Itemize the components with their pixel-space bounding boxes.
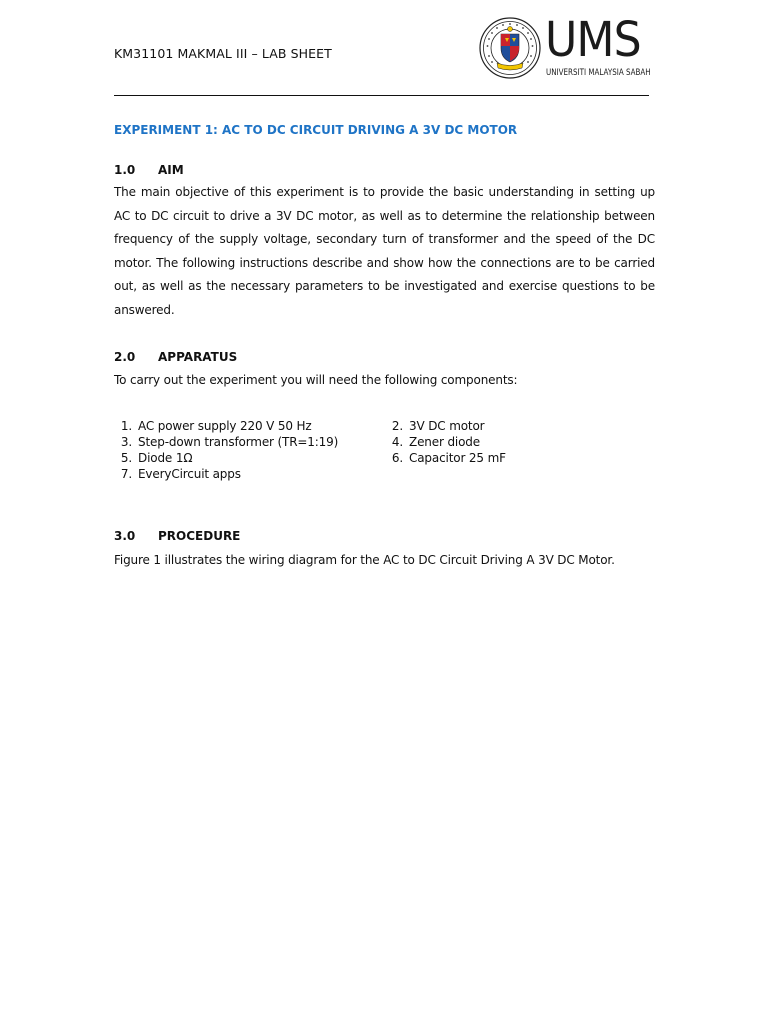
list-item: 2. 3V DC motor [391, 419, 485, 433]
section-title: PROCEDURE [158, 529, 241, 543]
section-heading-aim [114, 163, 184, 177]
procedure-paragraph: Figure 1 illustrates the wiring diagram for the AC to DC Circuit Driving A 3V DC Motor. [114, 553, 615, 567]
list-item: 7. EveryCircuit apps [120, 467, 241, 481]
section-title: AIM [158, 163, 184, 177]
university-seal-icon [479, 16, 541, 80]
section-heading-procedure [114, 529, 240, 543]
section-heading-apparatus [114, 350, 237, 364]
list-item: 1. AC power supply 220 V 50 Hz [120, 419, 312, 433]
apparatus-intro: To carry out the experiment you will need the following components: [114, 373, 518, 387]
experiment-title: EXPERIMENT 1: AC TO DC CIRCUIT DRIVING A 3V DC MOTOR [114, 123, 518, 137]
ums-subtitle: UNIVERSITI MALAYSIA SABAH [546, 68, 651, 78]
section-number: 2.0 [114, 350, 136, 364]
list-item: 6. Capacitor 25 mF [391, 451, 506, 465]
document-header-title: KM31101 MAKMAL III – LAB SHEET [114, 46, 332, 61]
aim-paragraph: The main objective of this experiment is to provide the basic understanding in setting up AC to DC circuit to drive a 3V DC motor, as well as to determine the relationship between frequency of the supply voltage, secondary turn of transformer and the speed of the DC motor. The following instructions describe and show how the connections are to be carried out, as well as the necessary parameters to be investigated and exercise questions to be answered. [114, 185, 655, 317]
section-title: APPARATUS [158, 350, 238, 364]
list-item: 5. Diode 1Ω [120, 451, 193, 465]
list-item: 3. Step-down transformer (TR=1:19) [120, 435, 339, 449]
section-number: 3.0 [114, 529, 136, 543]
list-item: 4. Zener diode [391, 435, 480, 449]
section-number: 1.0 [114, 163, 136, 177]
ums-wordmark: UMS [545, 12, 641, 68]
ums-logo [479, 12, 659, 84]
header-divider [114, 95, 649, 96]
